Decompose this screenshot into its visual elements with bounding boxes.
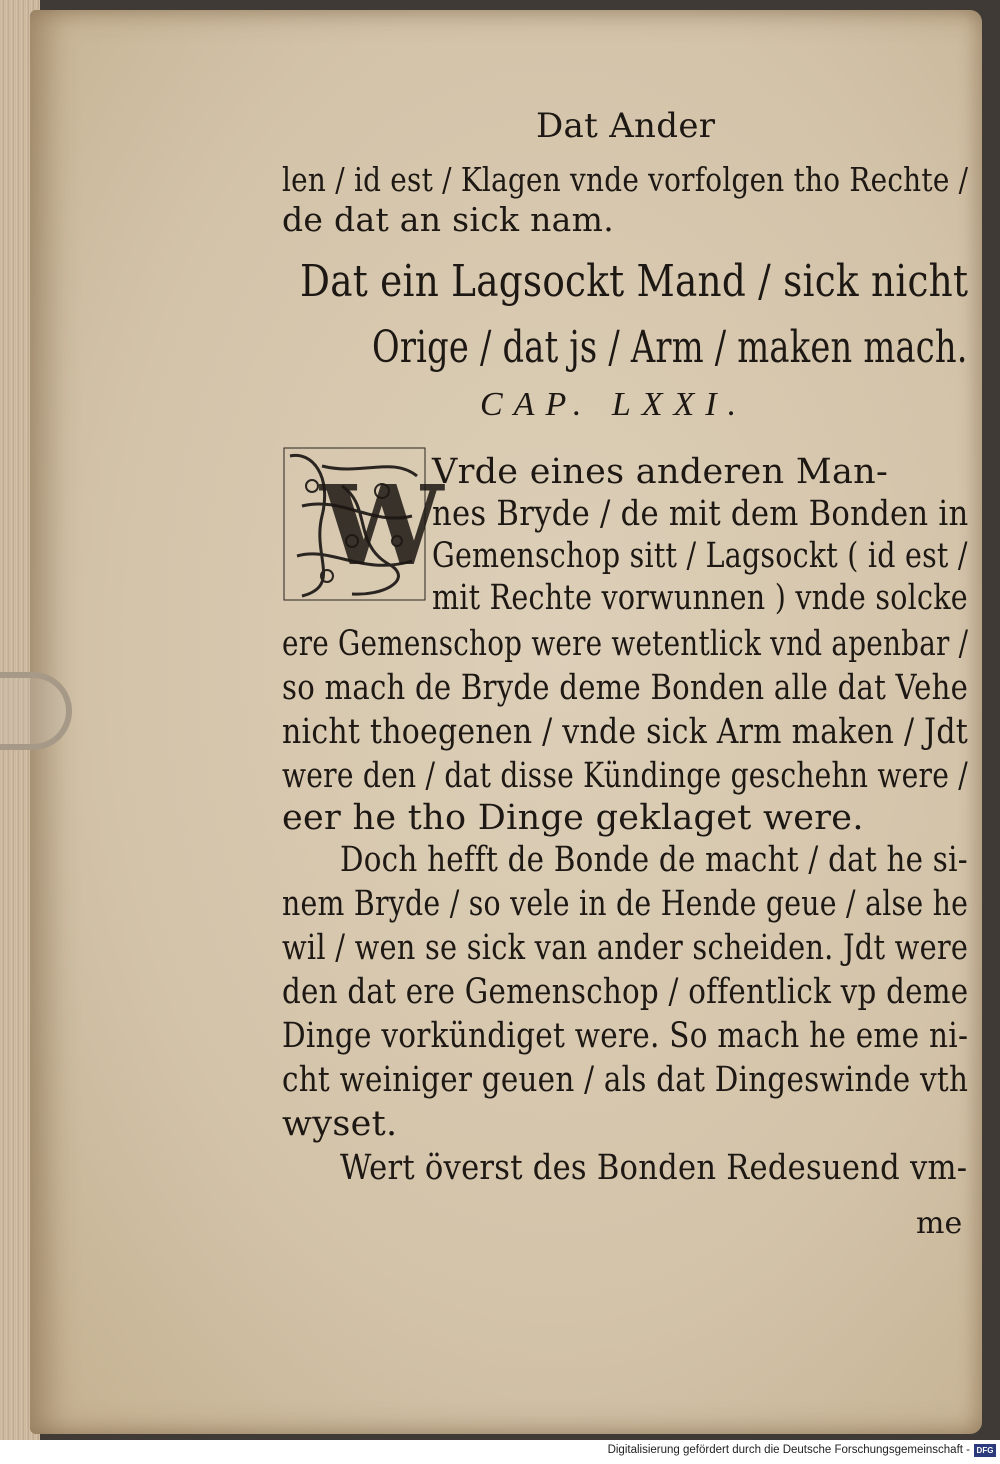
running-header: Dat Ander — [536, 106, 716, 146]
chapter-title-line: Dat ein Lagsockt Mand / sick nicht — [300, 256, 969, 307]
digitization-credit: Digitalisierung gefördert durch die Deutsche Forschungsgemeinschaft - — [607, 1444, 970, 1456]
decorated-initial — [282, 446, 444, 602]
body-line: nem Bryde / so vele in de Hende geue / alse he — [282, 884, 969, 924]
dfg-logo: DFG — [974, 1444, 996, 1457]
body-line: cht weiniger geuen / als dat Dingeswinde vth — [282, 1060, 969, 1100]
body-line: nes Bryde / de mit dem Bonden in — [432, 494, 969, 534]
footer-bar — [0, 1440, 1000, 1464]
body-line: eer he tho Dinge geklaget were. — [282, 798, 864, 838]
continuation-line: de dat an sick nam. — [282, 200, 614, 239]
body-line: Doch hefft de Bonde de macht / dat he si- — [340, 840, 968, 880]
body-line: den dat ere Gemenschop / offentlick vp deme — [282, 972, 969, 1012]
drop-cap-letter: W — [320, 461, 444, 590]
chapter-number: CAP. LXXI. — [480, 386, 748, 423]
body-line: so mach de Bryde deme Bonden alle dat Vehe — [282, 668, 969, 708]
body-line: were den / dat disse Kündinge geschehn were / — [282, 756, 969, 796]
body-line: Vrde eines anderen Man- — [432, 452, 889, 492]
body-line: wyset. — [282, 1104, 398, 1144]
body-line: wil / wen se sick van ander scheiden. Jdt were — [282, 928, 969, 968]
catchword: me — [916, 1206, 963, 1241]
chapter-title-line: Orige / dat js / Arm / maken mach. — [372, 322, 968, 373]
body-line: Gemenschop sitt / Lagsockt ( id est / — [432, 536, 968, 576]
body-line: ere Gemenschop were wetentlick vnd apenbar / — [282, 624, 969, 664]
body-line: Dinge vorkündiget were. So mach he eme ni- — [282, 1016, 969, 1056]
body-line: mit Rechte vorwunnen ) vnde solcke — [432, 578, 968, 618]
body-line: Wert överst des Bonden Redesuend vm- — [340, 1148, 968, 1188]
body-line: nicht thoegenen / vnde sick Arm maken / Jdt — [282, 712, 969, 752]
continuation-line: len / id est / Klagen vnde vorfolgen tho Rechte / — [282, 160, 969, 199]
